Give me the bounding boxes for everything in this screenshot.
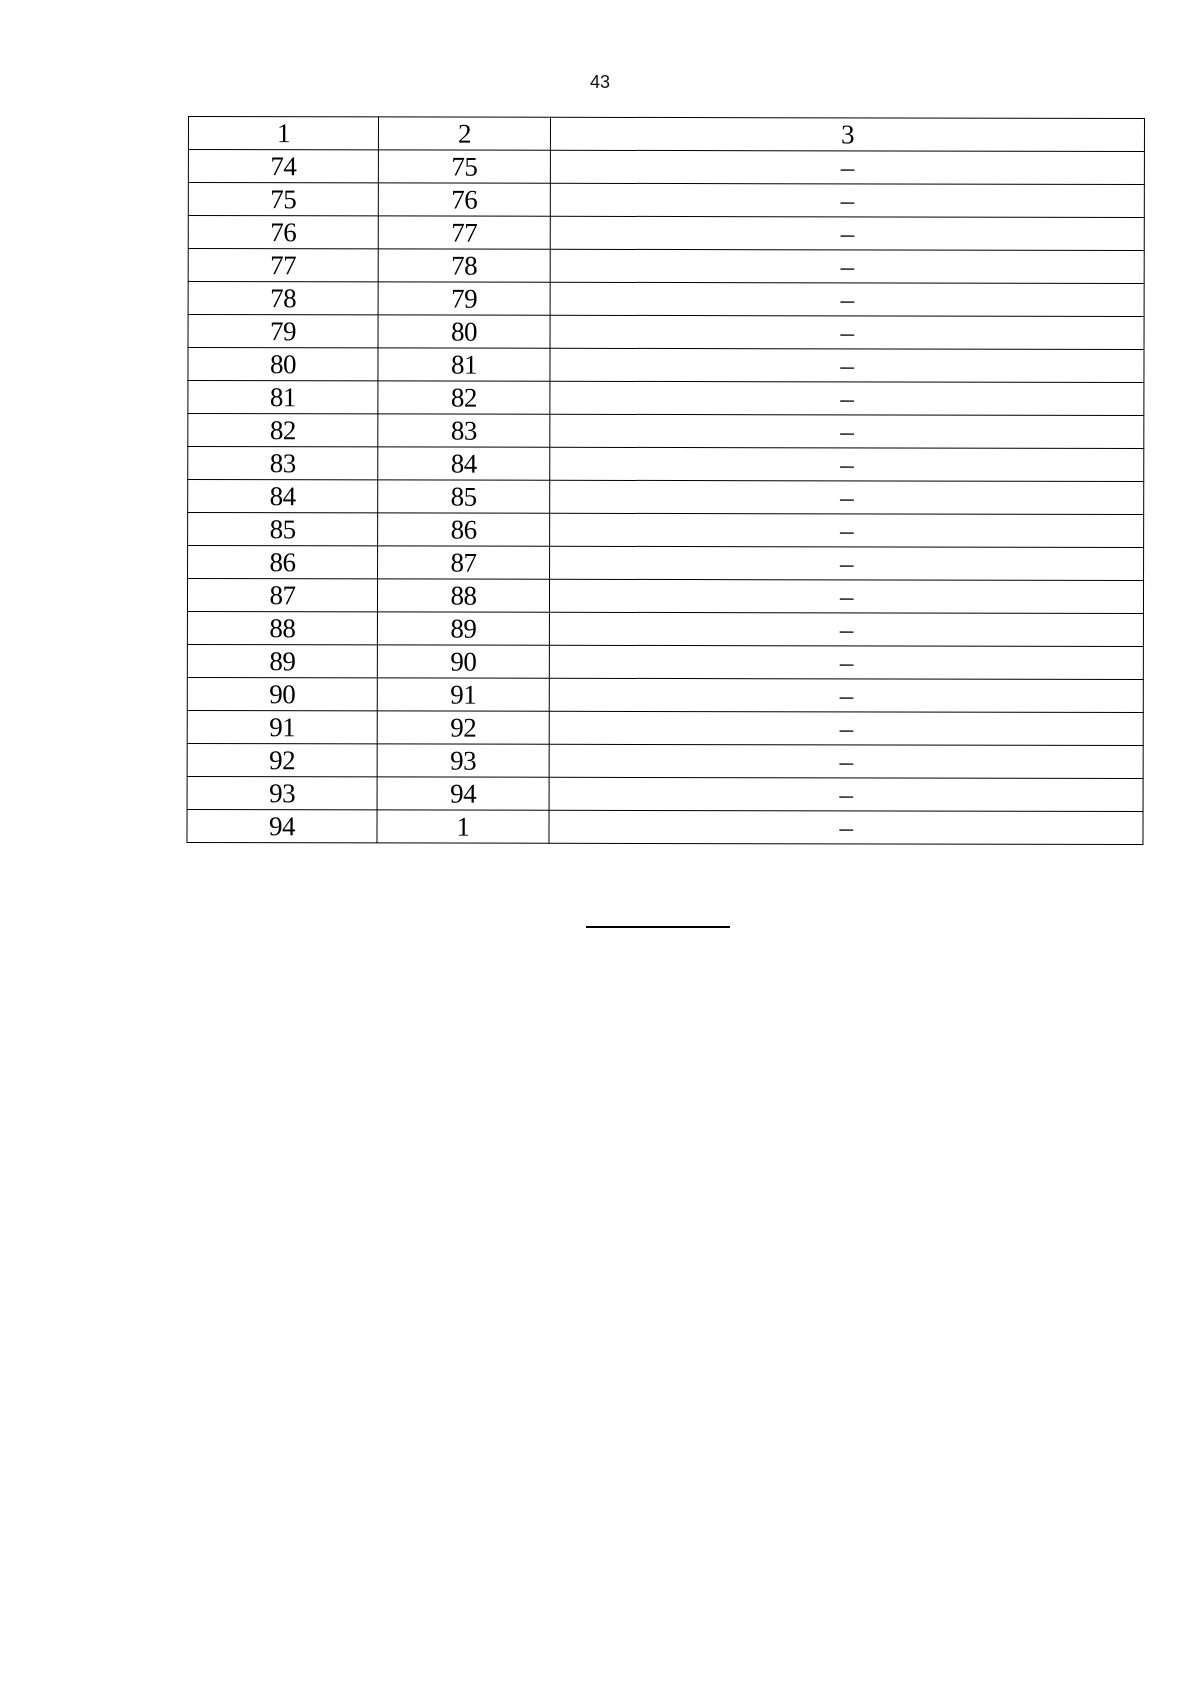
table-cell-col-1: 75 — [188, 183, 378, 216]
table-cell-col-3: – — [549, 579, 1143, 613]
table-cell-col-2: 89 — [377, 612, 549, 645]
table-cell-col-1: 89 — [187, 644, 377, 677]
table-row — [188, 150, 1144, 185]
table-row — [188, 348, 1144, 383]
table-row — [188, 546, 1144, 581]
table-cell-col-2: 88 — [377, 579, 549, 612]
table-cell-col-1: 84 — [188, 480, 378, 513]
table-cell-col-3: – — [550, 480, 1144, 514]
table-cell-col-1: 83 — [188, 447, 378, 480]
table-cell-col-1: 92 — [187, 743, 377, 776]
table-cell-col-3: – — [549, 711, 1143, 745]
table-cell-col-1: 82 — [188, 414, 378, 447]
table-row — [188, 447, 1144, 482]
table-cell-col-1: 90 — [187, 677, 377, 710]
table-row — [188, 381, 1144, 416]
table-cell-col-3: – — [550, 315, 1144, 349]
table-cell-col-2: 77 — [378, 216, 550, 249]
table-cell-col-1: 80 — [188, 348, 378, 381]
table-cell-col-1: 74 — [188, 150, 378, 183]
end-separator-line — [586, 926, 730, 928]
page-number: 43 — [589, 72, 611, 92]
table-row — [187, 611, 1143, 646]
table-row — [187, 579, 1143, 614]
table-body — [187, 150, 1144, 845]
table-cell-col-2: 79 — [378, 282, 550, 315]
column-header-2: 2 — [378, 117, 550, 150]
table-cell-col-3: – — [549, 810, 1143, 844]
table-row — [188, 480, 1144, 515]
table-cell-col-2: 75 — [378, 150, 550, 183]
table-row — [187, 743, 1143, 778]
table-header-row — [188, 117, 1144, 152]
table-row — [188, 513, 1144, 548]
table-row — [187, 644, 1143, 679]
table-cell-col-1: 85 — [188, 513, 378, 546]
table-cell-col-3: – — [550, 381, 1144, 415]
table-cell-col-3: – — [550, 348, 1144, 382]
data-table — [186, 116, 1145, 845]
table-cell-col-3: – — [550, 414, 1144, 448]
table-cell-col-3: – — [550, 282, 1144, 316]
column-header-1: 1 — [188, 117, 378, 150]
table-row — [188, 183, 1144, 218]
table-cell-col-3: – — [550, 249, 1144, 283]
table-cell-col-3: – — [549, 678, 1143, 712]
table-row — [188, 249, 1144, 284]
table-cell-col-1: 93 — [187, 776, 377, 809]
table-cell-col-2: 85 — [378, 480, 550, 513]
table-cell-col-1: 88 — [187, 611, 377, 644]
table-cell-col-2: 76 — [378, 183, 550, 216]
table-row — [187, 776, 1143, 811]
table-cell-col-3: – — [550, 546, 1144, 580]
table-cell-col-1: 81 — [188, 381, 378, 414]
table-cell-col-2: 90 — [377, 645, 549, 678]
table-cell-col-1: 79 — [188, 315, 378, 348]
table-cell-col-2: 86 — [378, 513, 550, 546]
table-cell-col-2: 83 — [378, 414, 550, 447]
table-cell-col-1: 77 — [188, 249, 378, 282]
column-header-3: 3 — [550, 117, 1144, 151]
table-cell-col-3: – — [549, 612, 1143, 646]
table-cell-col-1: 76 — [188, 216, 378, 249]
table-row — [188, 414, 1144, 449]
table-row — [188, 315, 1144, 350]
table-row — [188, 282, 1144, 317]
table-cell-col-1: 86 — [188, 546, 378, 579]
table-cell-col-2: 82 — [378, 381, 550, 414]
table-row — [188, 216, 1144, 251]
table-cell-col-3: – — [549, 777, 1143, 811]
table-cell-col-1: 94 — [187, 809, 377, 842]
table-cell-col-3: – — [550, 513, 1144, 547]
table-cell-col-3: – — [550, 150, 1144, 184]
table-row — [187, 710, 1143, 745]
table-cell-col-2: 92 — [377, 711, 549, 744]
table-cell-col-3: – — [549, 744, 1143, 778]
table-cell-col-2: 91 — [377, 678, 549, 711]
table-cell-col-3: – — [550, 447, 1144, 481]
data-table-container — [186, 116, 1144, 845]
table-row — [187, 809, 1143, 844]
table-cell-col-3: – — [549, 645, 1143, 679]
table-cell-col-2: 87 — [378, 546, 550, 579]
table-cell-col-1: 91 — [187, 710, 377, 743]
table-cell-col-3: – — [550, 216, 1144, 250]
table-cell-col-1: 87 — [187, 579, 377, 612]
table-cell-col-2: 94 — [377, 777, 549, 810]
table-cell-col-2: 1 — [377, 810, 549, 843]
table-cell-col-2: 80 — [378, 315, 550, 348]
table-cell-col-2: 78 — [378, 249, 550, 282]
table-cell-col-3: – — [550, 183, 1144, 217]
table-cell-col-2: 84 — [378, 447, 550, 480]
table-cell-col-1: 78 — [188, 282, 378, 315]
table-cell-col-2: 93 — [377, 744, 549, 777]
table-cell-col-2: 81 — [378, 348, 550, 381]
table-row — [187, 677, 1143, 712]
